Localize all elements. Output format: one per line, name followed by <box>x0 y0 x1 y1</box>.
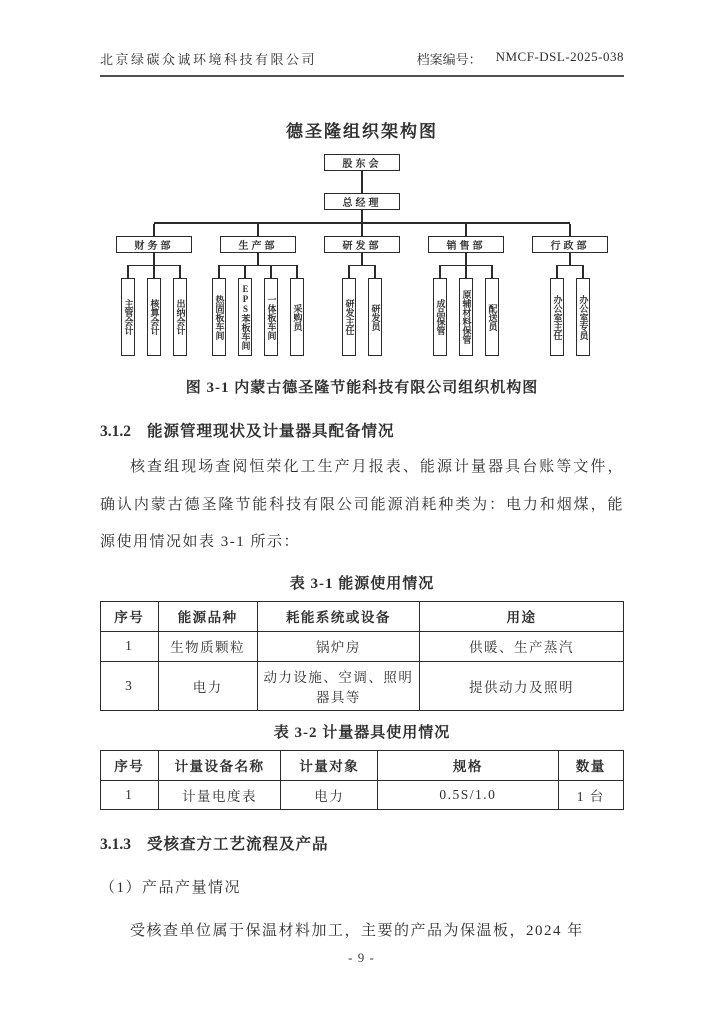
column-header: 用途 <box>420 601 624 631</box>
org-group-rnd <box>310 224 414 357</box>
org-child <box>237 266 253 356</box>
connector-line <box>569 224 571 236</box>
org-child <box>263 266 279 356</box>
org-node-role: 采购员 <box>290 278 304 356</box>
column-header: 规格 <box>378 750 558 780</box>
archive-number-value: NMCF-DSL-2025-038 <box>495 49 624 64</box>
connector-line <box>179 266 181 278</box>
connector-line <box>218 266 220 278</box>
org-node-role: 配送员 <box>485 278 499 356</box>
section-number: 3.1.2 <box>100 423 131 440</box>
org-node-department: 财务部 <box>116 236 192 253</box>
org-group-admin <box>518 224 622 357</box>
org-node-role: 主管会计 <box>121 278 135 356</box>
org-group-production <box>206 224 310 357</box>
table-cell: 供暖、生产蒸汽 <box>420 631 624 661</box>
table-2-caption: 表 3-2 计量器具使用情况 <box>273 724 451 741</box>
connector-line <box>439 266 441 278</box>
org-children-row <box>432 266 500 356</box>
org-node-role: 研发员 <box>368 278 382 356</box>
connector-line <box>153 253 155 265</box>
org-node-role: 出纳会计 <box>173 278 187 356</box>
connector-line <box>374 266 376 278</box>
org-departments-row <box>102 224 622 357</box>
sub-item-heading: （1）产品产量情况 <box>100 879 242 896</box>
column-header: 能源品种 <box>158 601 257 631</box>
table-1-caption: 表 3-1 能源使用情况 <box>289 575 435 592</box>
org-node-role: 原辅材料保管 <box>459 278 473 356</box>
org-child <box>289 266 305 356</box>
table-cell: 生物质颗粒 <box>158 631 257 661</box>
connector-line <box>153 224 155 236</box>
table-row <box>101 661 624 710</box>
org-node-role: 一体板车间 <box>264 278 278 356</box>
org-children-row <box>341 266 383 356</box>
org-child <box>549 266 565 356</box>
table-cell: 0.5S/1.0 <box>378 780 558 809</box>
org-chart-top <box>102 154 622 222</box>
column-header: 序号 <box>101 750 159 780</box>
org-node-role: 成品保管 <box>433 278 447 356</box>
connector-line <box>153 266 155 278</box>
section-heading-312 <box>100 419 624 441</box>
section-heading-313 <box>100 832 624 854</box>
org-node-shareholders: 股东会 <box>324 154 400 171</box>
org-node-department: 研发部 <box>324 236 400 253</box>
table-row <box>101 780 624 809</box>
paragraph-312: 核查组现场查阅恒荣化工生产月报表、能源计量器具台账等文件，确认内蒙古德圣隆节能科技有限公司能源消耗种类为：电力和烟煤，能源使用情况如表 3-1 所示： <box>100 459 624 550</box>
connector-line <box>361 210 363 222</box>
org-child <box>432 266 448 356</box>
org-group-finance <box>102 224 206 357</box>
table-cell: 1 台 <box>558 780 623 809</box>
org-node-department: 生产部 <box>220 236 296 253</box>
connector-line <box>257 224 259 236</box>
table-row <box>101 631 624 661</box>
table-cell: 锅炉房 <box>257 631 419 661</box>
connector-line <box>465 266 467 278</box>
section-number: 3.1.3 <box>100 835 131 853</box>
table-cell: 计量电度表 <box>158 780 281 809</box>
org-child <box>575 266 591 356</box>
column-header: 计量对象 <box>281 750 378 780</box>
org-child <box>211 266 227 356</box>
org-node-department: 行政部 <box>532 236 608 253</box>
org-node-general-manager: 总经理 <box>324 193 400 210</box>
org-child <box>341 266 357 356</box>
section-title: 能源管理现状及计量器具配备情况 <box>147 423 395 440</box>
table-header-row <box>101 750 624 780</box>
page-header <box>100 0 624 77</box>
org-node-role: 核算会计 <box>147 278 161 356</box>
connector-line <box>127 266 129 278</box>
connector-line <box>361 171 363 193</box>
table-cell: 1 <box>101 631 159 661</box>
org-child <box>367 266 383 356</box>
column-header: 计量设备名称 <box>158 750 281 780</box>
org-children-row <box>549 266 591 356</box>
column-header: 序号 <box>101 601 159 631</box>
org-node-role: 研发主任 <box>342 278 356 356</box>
org-child <box>484 266 500 356</box>
table-header-row <box>101 601 624 631</box>
connector-line <box>582 266 584 278</box>
connector-line <box>556 266 558 278</box>
table-cell: 1 <box>101 780 159 809</box>
page-number: - 9 - <box>348 950 375 965</box>
connector-line <box>465 253 467 265</box>
org-children-row <box>120 266 188 356</box>
connector-line <box>465 224 467 236</box>
connector-line <box>361 253 363 265</box>
org-child <box>120 266 136 356</box>
org-chart-title: 德圣隆组织架构图 <box>286 122 438 141</box>
connector-line <box>491 266 493 278</box>
org-child <box>146 266 162 356</box>
org-child <box>458 266 474 356</box>
org-node-role: 办公室主任 <box>550 278 564 356</box>
archive-number-label: 档案编号： <box>416 52 482 67</box>
org-chart <box>102 154 622 356</box>
column-header: 耗能系统或设备 <box>257 601 419 631</box>
org-children-row <box>211 266 305 356</box>
table-cell: 提供动力及照明 <box>420 661 624 710</box>
figure-caption: 图 3-1 内蒙古德圣隆节能科技有限公司组织机构图 <box>185 380 539 396</box>
section-title: 受核查方工艺流程及产品 <box>147 835 329 853</box>
table-cell: 动力设施、空调、照明器具等 <box>257 661 419 710</box>
org-node-role: EPS苯板车间 <box>238 278 252 356</box>
org-node-role: 办公室专员 <box>576 278 590 356</box>
paragraph-313: 受核查单位属于保温材料加工，主要的产品为保温板，2024 年 <box>130 922 584 939</box>
org-node-role: 热固板车间 <box>212 278 226 356</box>
org-child <box>172 266 188 356</box>
connector-line <box>361 224 363 236</box>
metering-device-table <box>100 750 624 810</box>
company-name: 北京绿碳众诚环境科技有限公司 <box>100 52 318 67</box>
archive-number-group <box>417 49 624 68</box>
connector-line <box>257 253 259 265</box>
connector-line <box>244 266 246 278</box>
table-cell: 电力 <box>281 780 378 809</box>
connector-line <box>270 266 272 278</box>
org-node-department: 销售部 <box>428 236 504 253</box>
connector-line <box>348 266 350 278</box>
table-cell: 3 <box>101 661 159 710</box>
org-group-sales <box>414 224 518 357</box>
connector-line <box>296 266 298 278</box>
column-header: 数量 <box>558 750 623 780</box>
table-cell: 电力 <box>158 661 257 710</box>
energy-use-table <box>100 601 624 711</box>
connector-line <box>569 253 571 265</box>
